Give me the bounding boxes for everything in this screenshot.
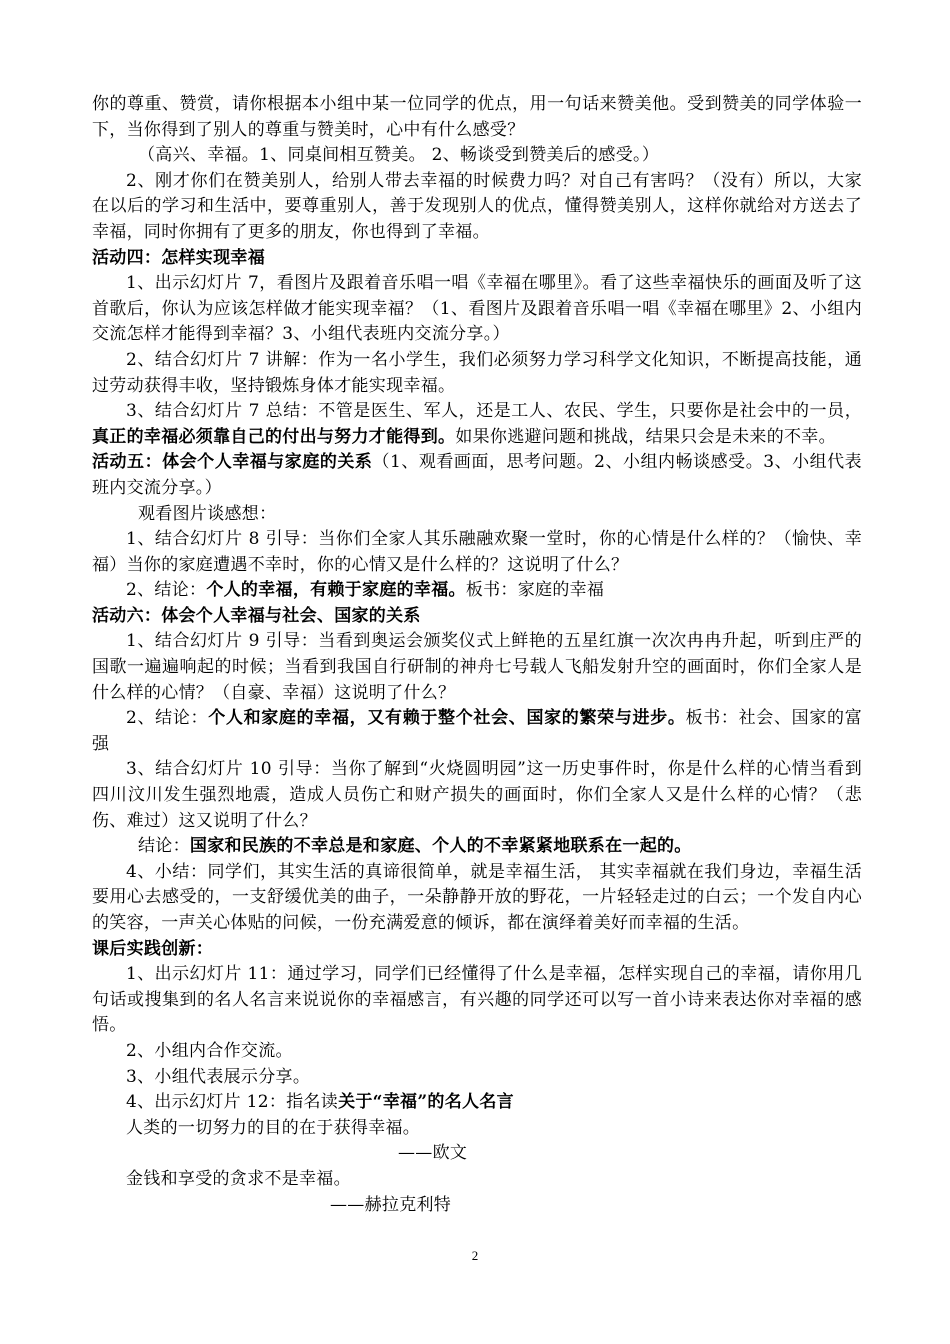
paragraph-a6-5: 4、小结：同学们，其实生活的真谛很简单，就是幸福生活， 其实幸福就在我们身边，幸福生活要用心去感受的，一支舒缓优美的曲子，一朵静静开放的野花，一片轻轻走过的白云；一个发自内心的笑容，一声关心体贴的问候，一份充满爱意的倾诉，都在演绎着美好而幸福的生活。: [92, 861, 862, 933]
heading-activity-4: 活动四：怎样实现幸福: [92, 247, 265, 268]
quote-1-author: ——欧文: [398, 1143, 468, 1164]
text-a4-3c: 如果你逃避问题和挑战，结果只会是未来的不幸。: [455, 426, 836, 447]
text-a6-4b-bold: 国家和民族的不幸总是和家庭、个人的不幸紧紧地联系在一起的。: [189, 836, 692, 857]
heading-activity-5: 活动五：体会个人幸福与家庭的关系: [92, 452, 373, 473]
paragraph-a4-2: 2、结合幻灯片 7 讲解：作为一名小学生，我们必须努力学习科学文化知识，不断提高技能，通过劳动获得丰收，坚持锻炼身体才能实现幸福。: [92, 349, 862, 396]
page-number: 2: [471, 1248, 479, 1263]
text-a6-2b-bold: 个人和家庭的幸福，又有赖于整个社会、国家的繁荣与进步。: [208, 708, 686, 729]
text-a7-4a: 4、出示幻灯片 12：指名读: [126, 1092, 339, 1113]
paragraph-a6-3: 3、结合幻灯片 10 引导：当你了解到“火烧圆明园”这一历史事件时，你是什么样的心情当看到四川汶川发生强烈地震，造成人员伤亡和财产损失的画面时，你们全家人又是什么样的心情？（悲伤、难过）这又说明了什么？: [92, 759, 862, 831]
text-a7-4b-bold: 关于“幸福”的名人名言: [338, 1092, 514, 1113]
paragraph-a7-4: [92, 1090, 862, 1116]
quote-2-author: ——赫拉克利特: [330, 1194, 452, 1215]
heading-activity-6: 活动六：体会个人幸福与社会、国家的关系: [92, 605, 421, 626]
text-a6-4a: 结论：: [138, 836, 190, 857]
quote-2: 金钱和享受的贪求不是幸福。: [126, 1168, 351, 1189]
paragraph-a5-1: 1、结合幻灯片 8 引导：当你们全家人其乐融融欢聚一堂时，你的心情是什么样的？（愉快、幸福）当你的家庭遭遇不幸时，你的心情又是什么样的？这说明了什么？: [92, 529, 862, 575]
text-a4-3a: 3、结合幻灯片 7 总结：不管是医生、军人，还是工人、农民、学生，只要你是社会中的一员，: [126, 401, 862, 422]
paragraph-a7-3: 3、小组代表展示分享。: [126, 1066, 311, 1087]
paragraph-a6-2: [92, 706, 862, 757]
paragraph-a4-1: 1、出示幻灯片 7，看图片及跟着音乐唱一唱《幸福在哪里》。看了这些幸福快乐的画面及听了这首歌后，你认为应该怎样做才能实现幸福？（1、看图片及跟着音乐唱一唱《幸福在哪里》2、小组内交流怎样才能得到幸福？3、小组代表班内交流分享。）: [92, 273, 862, 345]
paragraph-a5-2: [92, 578, 862, 604]
quote-1: 人类的一切努力的目的在于获得幸福。: [126, 1117, 421, 1138]
paragraph-response: （高兴、幸福。1、同桌间相互赞美。 2、畅谈受到赞美后的感受。）: [138, 145, 660, 166]
paragraph-a4-3: [92, 399, 862, 450]
text-a5-2c: 板书：家庭的幸福: [465, 580, 605, 601]
paragraph-a6-1: 1、结合幻灯片 9 引导：当看到奥运会颁奖仪式上鲜艳的五星红旗一次次冉冉升起，听到庄严的国歌一遍遍响起的时候；当看到我国自行研制的神舟七号载人飞船发射升空的画面时，你们全家人是什么样的心情？（自豪、幸福）这说明了什么？: [92, 631, 862, 703]
paragraph-activity-5: [92, 450, 862, 501]
paragraph-intro: 你的尊重、赞赏，请你根据本小组中某一位同学的优点，用一句话来赞美他。受到赞美的同学体验一下，当你得到了别人的尊重与赞美时，心中有什么感受？: [92, 94, 862, 140]
paragraph-praise: 2、刚才你们在赞美别人，给别人带去幸福的时候费力吗？对自己有害吗？（没有）所以，大家在以后的学习和生活中，要尊重别人，善于发现别人的优点，懂得赞美别人，这样你就给对方送去了幸福，同时你拥有了更多的朋友，你也得到了幸福。: [92, 170, 862, 242]
document-body: [92, 92, 862, 1218]
heading-after-class: 课后实践创新：: [92, 938, 214, 959]
paragraph-a7-2: 2、小组内合作交流。: [126, 1040, 293, 1061]
text-activity-5-rest: （1、观看画面，思考问题。2、小组内畅谈感受。3、小组代表班内交流分享。）: [92, 452, 862, 498]
text-a5-2b-bold: 个人的幸福，有赖于家庭的幸福。: [206, 580, 466, 601]
paragraph-a5-0: 观看图片谈感想：: [138, 503, 277, 524]
paragraph-a7-1: 1、出示幻灯片 11：通过学习，同学们已经懂得了什么是幸福，怎样实现自己的幸福，请你用几句话或搜集到的名人名言来说说你的幸福感言，有兴趣的同学还可以写一首小诗来表达你对幸福的感悟。: [92, 964, 862, 1036]
text-a6-2a: 2、结论：: [126, 708, 209, 729]
text-a6-2c: 板书：社会、国家的富强: [92, 708, 862, 754]
paragraph-a6-4: [92, 834, 862, 860]
text-a5-2a: 2、结论：: [126, 580, 207, 601]
text-a4-3b-bold: 真正的幸福必须靠自己的付出与努力才能得到。: [92, 426, 456, 447]
